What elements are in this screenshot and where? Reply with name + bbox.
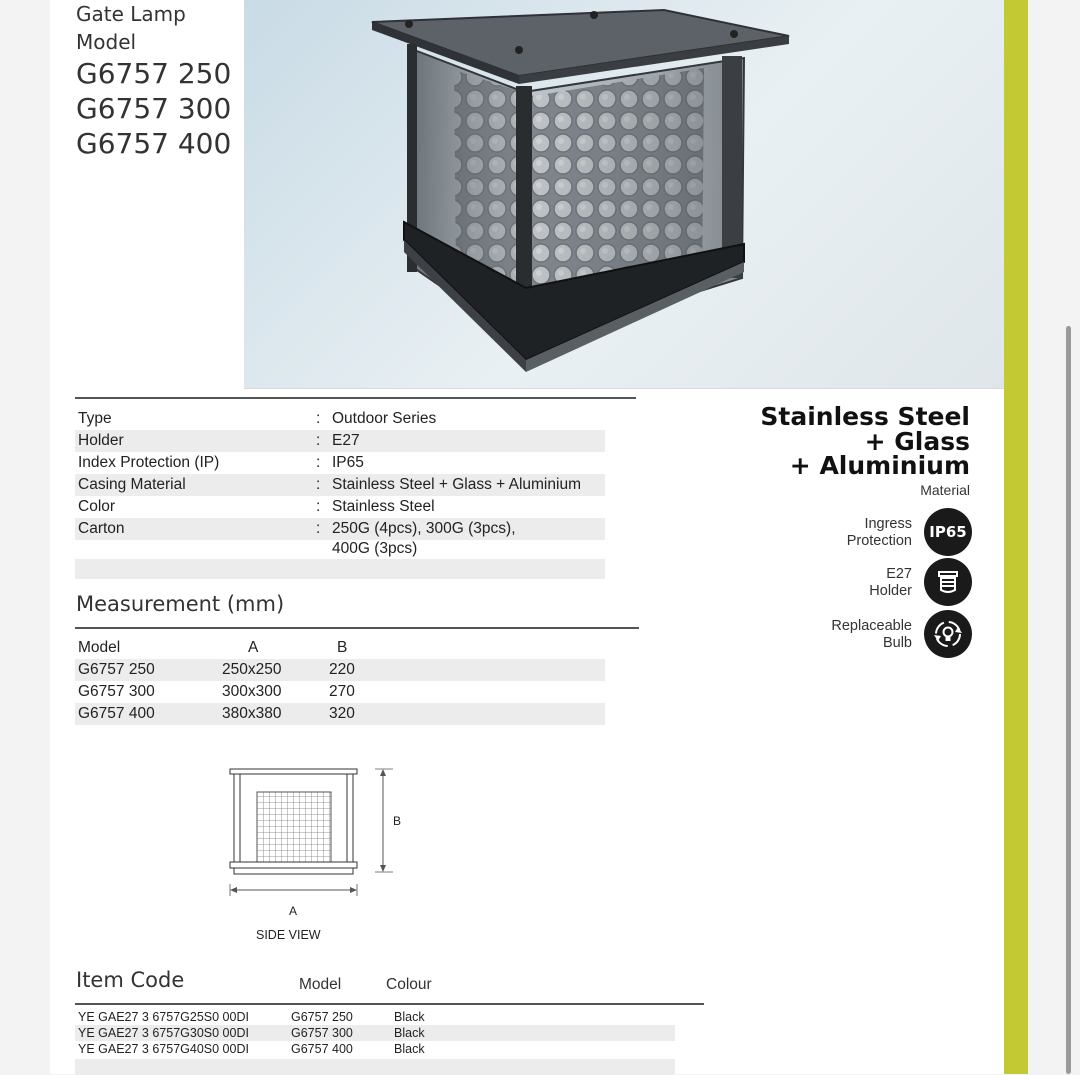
feature-line-2: Bulb xyxy=(882,634,912,651)
spec-key: Carton xyxy=(78,520,125,537)
spec-key: Color xyxy=(78,498,116,515)
spec-value: E27 xyxy=(332,432,360,449)
cell-code: YE GAE27 3 6757G25S0 00DI xyxy=(78,1010,249,1024)
scrollbar[interactable] xyxy=(1066,326,1071,1074)
material-label: Material xyxy=(920,481,970,498)
side-view-drawing xyxy=(215,760,435,950)
divider xyxy=(75,1003,704,1005)
title-line-2: Model xyxy=(76,30,137,54)
product-title xyxy=(76,0,231,161)
table-row-blank xyxy=(75,1059,675,1075)
feature-line-1: E27 xyxy=(886,566,912,582)
dimension-b-label: B xyxy=(393,814,402,828)
spec-row-blank xyxy=(75,559,605,579)
spec-value-cont: 400G (3pcs) xyxy=(332,540,418,557)
divider xyxy=(75,627,639,629)
spec-row xyxy=(75,452,605,474)
spec-row xyxy=(75,496,605,518)
side-view-diagram xyxy=(215,760,435,955)
feature-replaceable-bulb xyxy=(800,610,972,660)
ip65-badge-icon xyxy=(924,508,972,556)
spec-key: Holder xyxy=(78,432,124,449)
measurement-table xyxy=(75,637,605,725)
cell-b: 320 xyxy=(329,705,355,722)
spec-key: Casing Material xyxy=(78,476,186,493)
spec-colon: : xyxy=(316,520,321,537)
spec-row xyxy=(75,408,605,430)
table-row xyxy=(75,1025,675,1041)
spec-value: Outdoor Series xyxy=(332,410,437,427)
model-name: G6757 300 xyxy=(76,92,232,125)
spec-colon: : xyxy=(316,432,321,449)
cell-model: G6757 300 xyxy=(78,683,155,700)
spec-row xyxy=(75,474,605,496)
item-code-table xyxy=(75,1009,675,1075)
ip65-badge-text: IP65 xyxy=(929,523,967,541)
cell-b: 270 xyxy=(329,683,355,700)
cell-a: 380x380 xyxy=(222,705,282,722)
cell-model: G6757 400 xyxy=(291,1042,353,1056)
feature-text xyxy=(772,618,912,651)
dimension-a-label: A xyxy=(289,904,298,918)
header-model: Model xyxy=(299,976,342,993)
cell-b: 220 xyxy=(329,661,355,678)
cell-model: G6757 400 xyxy=(78,705,155,722)
table-header xyxy=(75,637,605,659)
table-row xyxy=(75,659,605,681)
spec-value: 250G (4pcs), 300G (3pcs), xyxy=(332,520,516,537)
feature-text xyxy=(772,516,912,549)
cell-model: G6757 250 xyxy=(78,661,155,678)
accent-side-bar xyxy=(1004,0,1028,1074)
material-line: + Aluminium xyxy=(789,451,970,480)
spec-row xyxy=(75,518,605,561)
spec-value: Stainless Steel + Glass + Aluminium xyxy=(332,476,581,493)
table-row xyxy=(75,681,605,703)
table-row xyxy=(75,703,605,725)
measurement-title: Measurement (mm) xyxy=(76,592,285,616)
model-name: G6757 400 xyxy=(76,127,232,160)
product-photo xyxy=(244,0,1004,389)
replace-bulb-icon xyxy=(924,610,972,658)
feature-line-1: Replaceable xyxy=(831,618,912,634)
spec-value: IP65 xyxy=(332,454,364,471)
feature-line-2: Protection xyxy=(846,532,912,549)
divider xyxy=(75,397,636,399)
spec-key: Type xyxy=(78,410,112,427)
spec-colon: : xyxy=(316,476,321,493)
model-name: G6757 250 xyxy=(76,57,232,90)
title-line-1: Gate Lamp xyxy=(76,2,186,26)
material-line: + Glass xyxy=(864,426,970,456)
header-b: B xyxy=(337,639,348,656)
header-model: Model xyxy=(78,639,121,656)
gate-lamp-image xyxy=(244,0,1004,388)
item-code-title: Item Code xyxy=(76,968,185,992)
spec-colon: : xyxy=(316,498,321,515)
table-row xyxy=(75,1041,675,1057)
feature-e27-holder xyxy=(800,558,972,608)
spec-value: Stainless Steel xyxy=(332,498,435,515)
material-line: Stainless Steel xyxy=(760,402,970,431)
cell-a: 300x300 xyxy=(222,683,282,700)
side-view-caption: SIDE VIEW xyxy=(256,928,321,942)
cell-colour: Black xyxy=(394,1042,425,1056)
feature-text xyxy=(772,566,912,599)
spec-colon: : xyxy=(316,410,321,427)
header-a: A xyxy=(248,639,259,656)
spec-colon: : xyxy=(316,454,321,471)
cell-model: G6757 300 xyxy=(291,1026,353,1040)
spec-table xyxy=(75,408,605,579)
bulb-holder-icon xyxy=(924,558,972,606)
cell-model: G6757 250 xyxy=(291,1010,353,1024)
cell-code: YE GAE27 3 6757G30S0 00DI xyxy=(78,1026,249,1040)
header-colour: Colour xyxy=(386,976,432,993)
material-block xyxy=(760,402,970,498)
cell-colour: Black xyxy=(394,1010,425,1024)
cell-code: YE GAE27 3 6757G40S0 00DI xyxy=(78,1042,249,1056)
feature-line-1: Ingress xyxy=(864,516,912,532)
feature-ingress-protection xyxy=(800,508,972,558)
spec-row xyxy=(75,430,605,452)
table-row xyxy=(75,1009,675,1025)
spec-key: Index Protection (IP) xyxy=(78,454,220,471)
feature-line-2: Holder xyxy=(869,582,912,599)
cell-a: 250x250 xyxy=(222,661,282,678)
cell-colour: Black xyxy=(394,1026,425,1040)
